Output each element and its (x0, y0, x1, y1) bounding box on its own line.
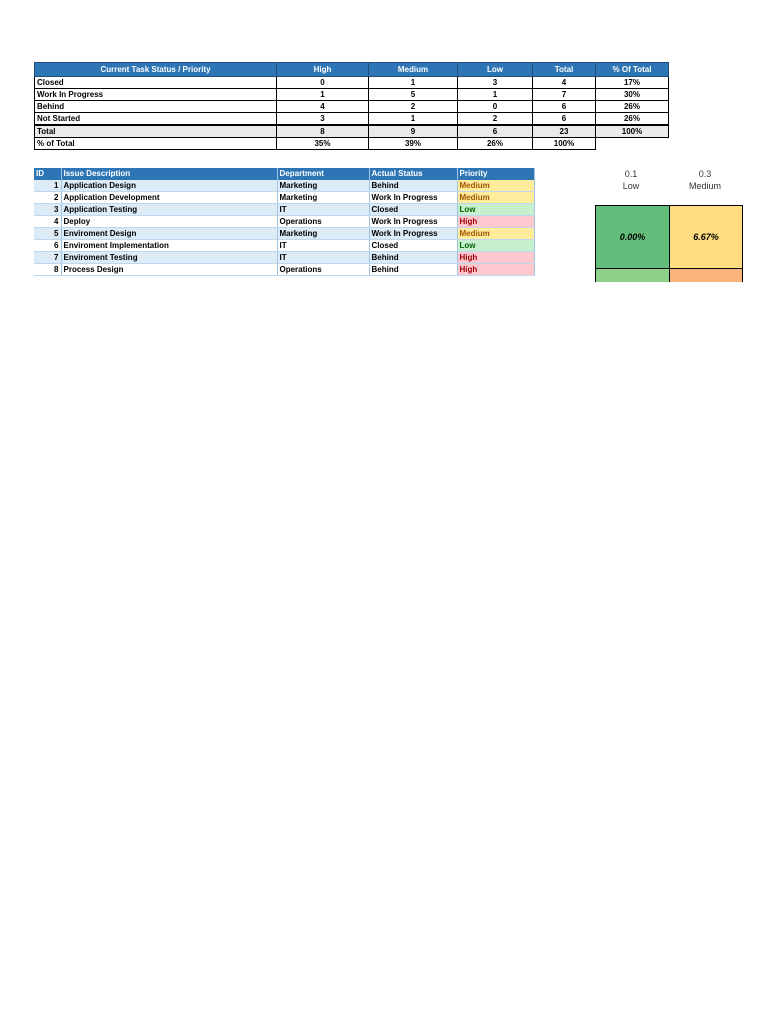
summary-cell-label[interactable]: Total (35, 125, 277, 138)
issue-id[interactable]: 8 (34, 264, 61, 276)
summary-cell-high[interactable]: 3 (277, 113, 369, 126)
issues-header-priority[interactable]: Priority (457, 168, 534, 180)
issue-status[interactable]: Work In Progress (369, 216, 457, 228)
summary-cell-pct[interactable]: 26% (596, 101, 669, 113)
issue-description[interactable]: Application Testing (61, 204, 277, 216)
status-priority-summary-table (34, 62, 669, 150)
matrix-cell-low[interactable]: 0.00% (595, 205, 670, 269)
table-row (34, 240, 534, 252)
issue-description[interactable]: Process Design (61, 264, 277, 276)
issue-department[interactable]: IT (277, 252, 369, 264)
issues-header-department[interactable]: Department (277, 168, 369, 180)
summary-row-closed (35, 77, 669, 89)
table-row (34, 264, 534, 276)
issue-id[interactable]: 4 (34, 216, 61, 228)
summary-header-row (35, 63, 669, 77)
table-row (34, 192, 534, 204)
summary-header-medium[interactable]: Medium (369, 63, 458, 77)
summary-row-total (35, 125, 669, 138)
issue-description[interactable]: Application Development (61, 192, 277, 204)
summary-cell-label[interactable]: Closed (35, 77, 277, 89)
issues-table (34, 168, 535, 276)
issue-department[interactable]: Operations (277, 216, 369, 228)
matrix-weight-medium: 0.3 (698, 169, 712, 179)
summary-cell-medium[interactable]: 1 (369, 113, 458, 126)
issue-priority[interactable]: Medium (457, 228, 534, 240)
summary-cell-low[interactable]: 0 (458, 101, 533, 113)
table-row (34, 204, 534, 216)
summary-cell-label[interactable]: % of Total (35, 138, 277, 150)
issue-priority[interactable]: Low (457, 240, 534, 252)
summary-cell-pct[interactable]: 26% (596, 113, 669, 126)
summary-cell-pct[interactable]: 100% (596, 125, 669, 138)
issue-status[interactable]: Closed (369, 204, 457, 216)
issue-description[interactable]: Application Design (61, 180, 277, 192)
matrix-label-medium: Medium (688, 181, 721, 191)
issues-header-id[interactable]: ID (34, 168, 61, 180)
issue-id[interactable]: 5 (34, 228, 61, 240)
issue-description[interactable]: Deploy (61, 216, 277, 228)
summary-header-total[interactable]: Total (533, 63, 596, 77)
summary-cell-medium[interactable]: 5 (369, 89, 458, 101)
issues-header-row (34, 168, 534, 180)
summary-cell-label[interactable]: Work In Progress (35, 89, 277, 101)
issue-department[interactable]: Marketing (277, 228, 369, 240)
issue-department[interactable]: IT (277, 240, 369, 252)
summary-cell-label[interactable]: Not Started (35, 113, 277, 126)
issue-id[interactable]: 2 (34, 192, 61, 204)
issue-status[interactable]: Closed (369, 240, 457, 252)
summary-header-low[interactable]: Low (458, 63, 533, 77)
summary-cell-high[interactable]: 1 (277, 89, 369, 101)
table-row (34, 216, 534, 228)
summary-cell-total[interactable]: 23 (533, 125, 596, 138)
summary-cell-high[interactable]: 35% (277, 138, 369, 150)
issue-status[interactable]: Behind (369, 252, 457, 264)
table-row (34, 180, 534, 192)
issue-priority[interactable]: Medium (457, 192, 534, 204)
summary-header-high[interactable]: High (277, 63, 369, 77)
summary-cell-label[interactable]: Behind (35, 101, 277, 113)
summary-cell-pct[interactable]: 17% (596, 77, 669, 89)
summary-cell-high[interactable]: 4 (277, 101, 369, 113)
summary-cell-high[interactable]: 0 (277, 77, 369, 89)
summary-row-pct-of-total (35, 138, 669, 150)
issue-department[interactable]: Marketing (277, 180, 369, 192)
issue-priority[interactable]: High (457, 252, 534, 264)
matrix-label-low: Low (622, 181, 640, 191)
summary-cell-medium[interactable]: 39% (369, 138, 458, 150)
issue-priority[interactable]: Medium (457, 180, 534, 192)
summary-cell-low[interactable]: 2 (458, 113, 533, 126)
matrix-cell-next-low[interactable] (595, 268, 670, 282)
summary-cell-medium[interactable]: 2 (369, 101, 458, 113)
summary-row-behind (35, 101, 669, 113)
summary-cell-pct[interactable]: 30% (596, 89, 669, 101)
summary-cell-low[interactable]: 26% (458, 138, 533, 150)
summary-cell-empty (596, 138, 669, 150)
summary-cell-total[interactable]: 7 (533, 89, 596, 101)
issue-description[interactable]: Enviroment Implementation (61, 240, 277, 252)
issue-status[interactable]: Behind (369, 264, 457, 276)
summary-cell-medium[interactable]: 9 (369, 125, 458, 138)
summary-cell-low[interactable]: 3 (458, 77, 533, 89)
issue-description[interactable]: Enviroment Design (61, 228, 277, 240)
table-row (34, 228, 534, 240)
summary-header-pct-of-total[interactable]: % Of Total (596, 63, 669, 77)
summary-cell-high[interactable]: 8 (277, 125, 369, 138)
issue-description[interactable]: Enviroment Testing (61, 252, 277, 264)
matrix-cell-medium[interactable]: 6.67% (669, 205, 743, 269)
summary-header-status-priority[interactable]: Current Task Status / Priority (35, 63, 277, 77)
issue-status[interactable]: Behind (369, 180, 457, 192)
issue-priority[interactable]: Low (457, 204, 534, 216)
issue-priority[interactable]: High (457, 216, 534, 228)
issue-id[interactable]: 6 (34, 240, 61, 252)
matrix-weight-low: 0.1 (624, 169, 638, 179)
issue-department[interactable]: Marketing (277, 192, 369, 204)
summary-cell-total[interactable]: 100% (533, 138, 596, 150)
issue-status[interactable]: Work In Progress (369, 192, 457, 204)
summary-cell-total[interactable]: 4 (533, 77, 596, 89)
issue-status[interactable]: Work In Progress (369, 228, 457, 240)
table-row (34, 252, 534, 264)
issue-id[interactable]: 1 (34, 180, 61, 192)
summary-cell-low[interactable]: 1 (458, 89, 533, 101)
issues-header-description[interactable]: Issue Description (61, 168, 277, 180)
summary-row-not-started (35, 113, 669, 126)
issue-id[interactable]: 3 (34, 204, 61, 216)
summary-cell-total[interactable]: 6 (533, 101, 596, 113)
summary-cell-low[interactable]: 6 (458, 125, 533, 138)
summary-cell-medium[interactable]: 1 (369, 77, 458, 89)
issue-id[interactable]: 7 (34, 252, 61, 264)
issue-priority[interactable]: High (457, 264, 534, 276)
issues-header-actual-status[interactable]: Actual Status (369, 168, 457, 180)
issue-department[interactable]: Operations (277, 264, 369, 276)
summary-row-work-in-progress (35, 89, 669, 101)
matrix-cell-next-medium[interactable] (669, 268, 743, 282)
summary-cell-total[interactable]: 6 (533, 113, 596, 126)
issue-department[interactable]: IT (277, 204, 369, 216)
